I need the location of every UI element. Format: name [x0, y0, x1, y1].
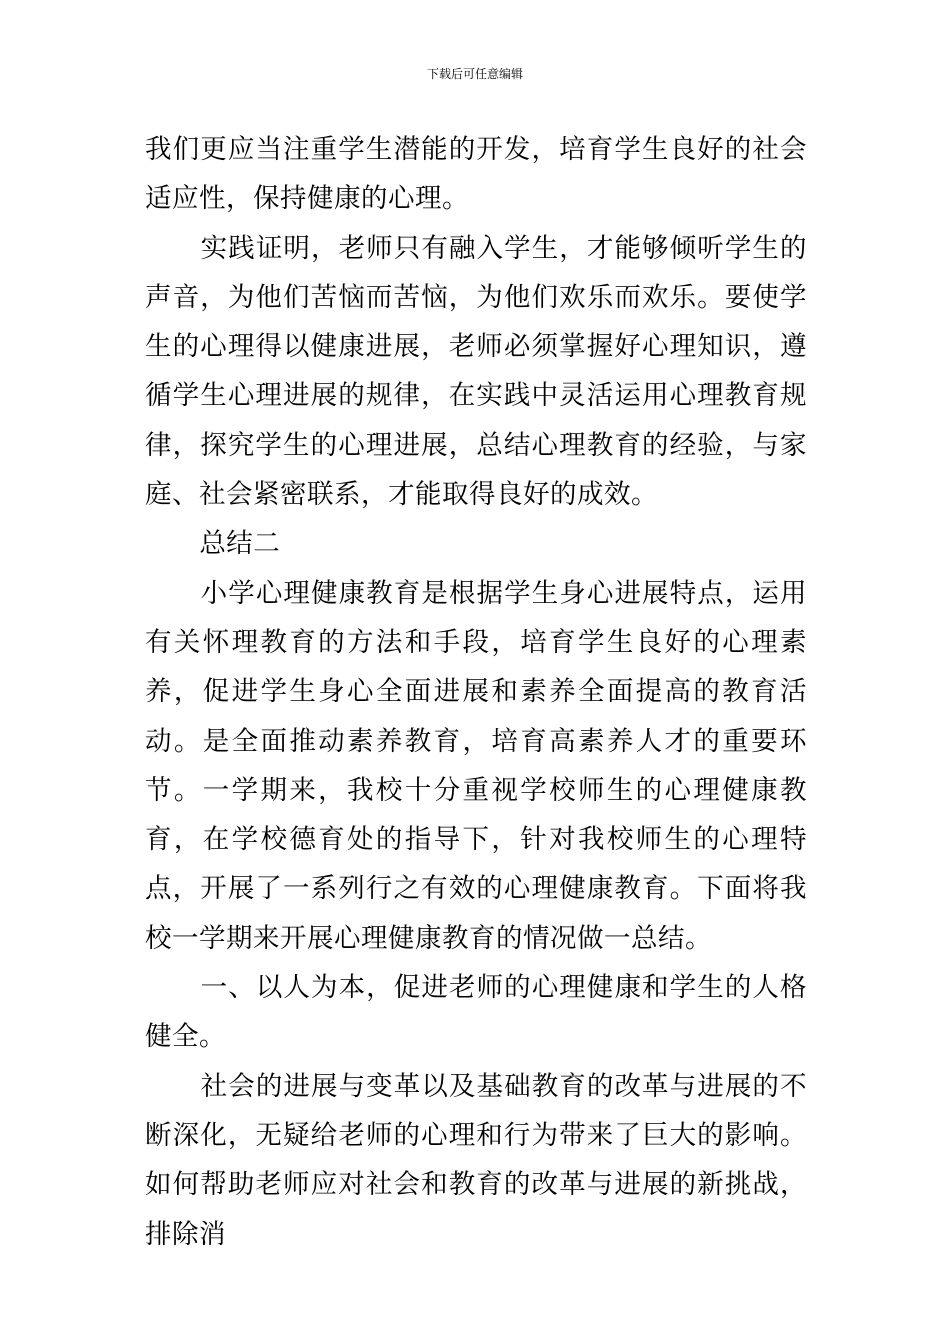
paragraph-mental-health-education: 小学心理健康教育是根据学生身心进展特点，运用有关怀理教育的方法和手段，培育学生良好的心理素养，促进学生身心全面进展和素养全面提高的教育活动。是全面推动素养教育，培育高素养人才的重要环节。一学期来，我校十分重视学校师生的心理健康教育，在学校德育处的指导下，针对我校师生的心理特点，开展了一系列行之有效的心理健康教育。下面将我校一学期来开展心理健康教育的情况做一总结。	[145, 577, 807, 954]
paragraph-point-one: 一、以人为本，促进老师的心理健康和学生的人格健全。	[145, 972, 807, 1053]
paragraph-practice-proof: 实践证明，老师只有融入学生，才能够倾听学生的声音，为他们苦恼而苦恼，为他们欢乐而欢乐。要使学生的心理得以健康进展，老师必须掌握好心理知识，遵循学生心理进展的规律，在实践中灵活运用心理教育规律，探究学生的心理进展，总结心理教育的经验，与家庭、社会紧密联系，才能取得良好的成效。	[145, 232, 807, 511]
document-body	[145, 125, 807, 1259]
paragraph-social-change: 社会的进展与变革以及基础教育的改革与进展的不断深化，无疑给老师的心理和行为带来了巨大的影响。如何帮助老师应对社会和教育的改革与进展的新挑战，排除消	[145, 1070, 807, 1250]
section-heading-summary-two: 总结二	[199, 528, 281, 560]
page-header-note: 下载后可任意编辑	[426, 67, 523, 81]
paragraph-continuation: 我们更应当注重学生潜能的开发，培育学生良好的社会适应性，保持健康的心理。	[145, 134, 807, 215]
